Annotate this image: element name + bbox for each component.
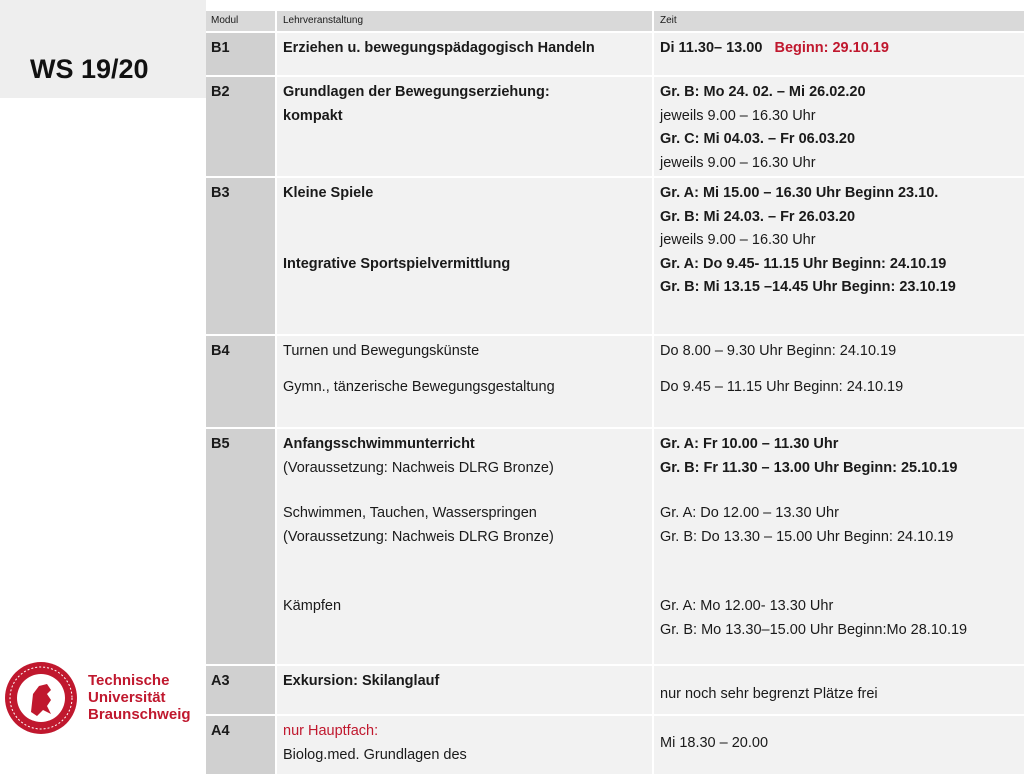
header-zeit: Zeit	[660, 15, 677, 26]
lv-cell: Kleine Spiele Integrative Sportspielvermittlung	[277, 178, 654, 334]
zeit-cell: Gr. A: Mi 15.00 – 16.30 Uhr Beginn 23.10. Gr. B: Mi 24.03. – Fr 26.03.20 jeweils 9.00 – 16.30 Uhr Gr. A: Do 9.45- 11.15 Uhr Beginn: 24.10.19 Gr. B: Mi 13.15 –14.45 Uhr Beginn: 23.10.19	[660, 185, 956, 295]
modul-cell: A4	[206, 716, 277, 774]
zeit-cell: Mi 18.30 – 20.00	[660, 735, 769, 751]
table-row-b2	[206, 77, 1024, 178]
modul-cell: B1	[206, 33, 277, 75]
table-row-b4	[206, 336, 1024, 429]
table-row-a4	[206, 716, 1024, 776]
university-seal-icon	[3, 660, 79, 736]
header-modul: Modul	[206, 11, 277, 31]
zeit-cell: Gr. B: Mo 24. 02. – Mi 26.02.20 jeweils 9.00 – 16.30 Uhr Gr. C: Mi 04.03. – Fr 06.03.20 jeweils 9.00 – 16.30 Uhr	[660, 84, 866, 171]
lv-cell: Turnen und Bewegungskünste Gymn., tänzerische Bewegungsgestaltung	[277, 336, 654, 427]
modul-cell: B5	[206, 429, 277, 664]
zeit-cell: Di 11.30– 13.00 Beginn: 29.10.19	[660, 40, 889, 56]
lv-cell: Erziehen u. bewegungspädagogisch Handeln	[277, 33, 654, 75]
modul-cell: A3	[206, 666, 277, 714]
lv-cell: Grundlagen der Bewegungserziehung: kompakt	[277, 77, 654, 176]
university-name: Technische Universität Braunschweig	[88, 672, 191, 723]
title-panel	[0, 0, 206, 98]
modul-cell: B4	[206, 336, 277, 427]
table-row-b1	[206, 33, 1024, 77]
schedule-table	[206, 11, 1024, 776]
table-row-a3	[206, 666, 1024, 716]
lv-cell: Anfangsschwimmunterricht (Voraussetzung: Nachweis DLRG Bronze) Schwimmen, Tauchen, Wasserspringen (Voraussetzung: Nachweis DLRG Bronze) Kämpfen	[277, 429, 654, 664]
zeit-cell: Gr. A: Fr 10.00 – 11.30 Uhr Gr. B: Fr 11.30 – 13.00 Uhr Beginn: 25.10.19 Gr. A: Do 12.00 – 13.30 Uhr Gr. B: Do 13.30 – 15.00 Uhr Beginn: 24.10.19 Gr. A: Mo 12.00- 13.30 Uhr Gr. B: Mo 13.30–15.00 Uhr Beginn:Mo 28.10.19	[660, 436, 968, 638]
beginn-date: Beginn: 29.10.19	[774, 40, 889, 56]
table-header	[206, 11, 1024, 33]
table-row-b5	[206, 429, 1024, 666]
modul-cell: B2	[206, 77, 277, 176]
zeit-cell: nur noch sehr begrenzt Plätze frei	[660, 686, 878, 702]
header-lehrveranstaltung: Lehrveranstaltung	[277, 11, 654, 31]
tu-braunschweig-logo	[0, 660, 206, 740]
page-title: WS 19/20	[30, 54, 149, 84]
lv-cell: Exkursion: Skilanglauf	[277, 666, 654, 714]
table-row-b3	[206, 178, 1024, 336]
modul-cell: B3	[206, 178, 277, 334]
lv-cell: nur Hauptfach: Biolog.med. Grundlagen des	[277, 716, 654, 774]
zeit-cell: Do 8.00 – 9.30 Uhr Beginn: 24.10.19 Do 9.45 – 11.15 Uhr Beginn: 24.10.19	[660, 343, 904, 395]
